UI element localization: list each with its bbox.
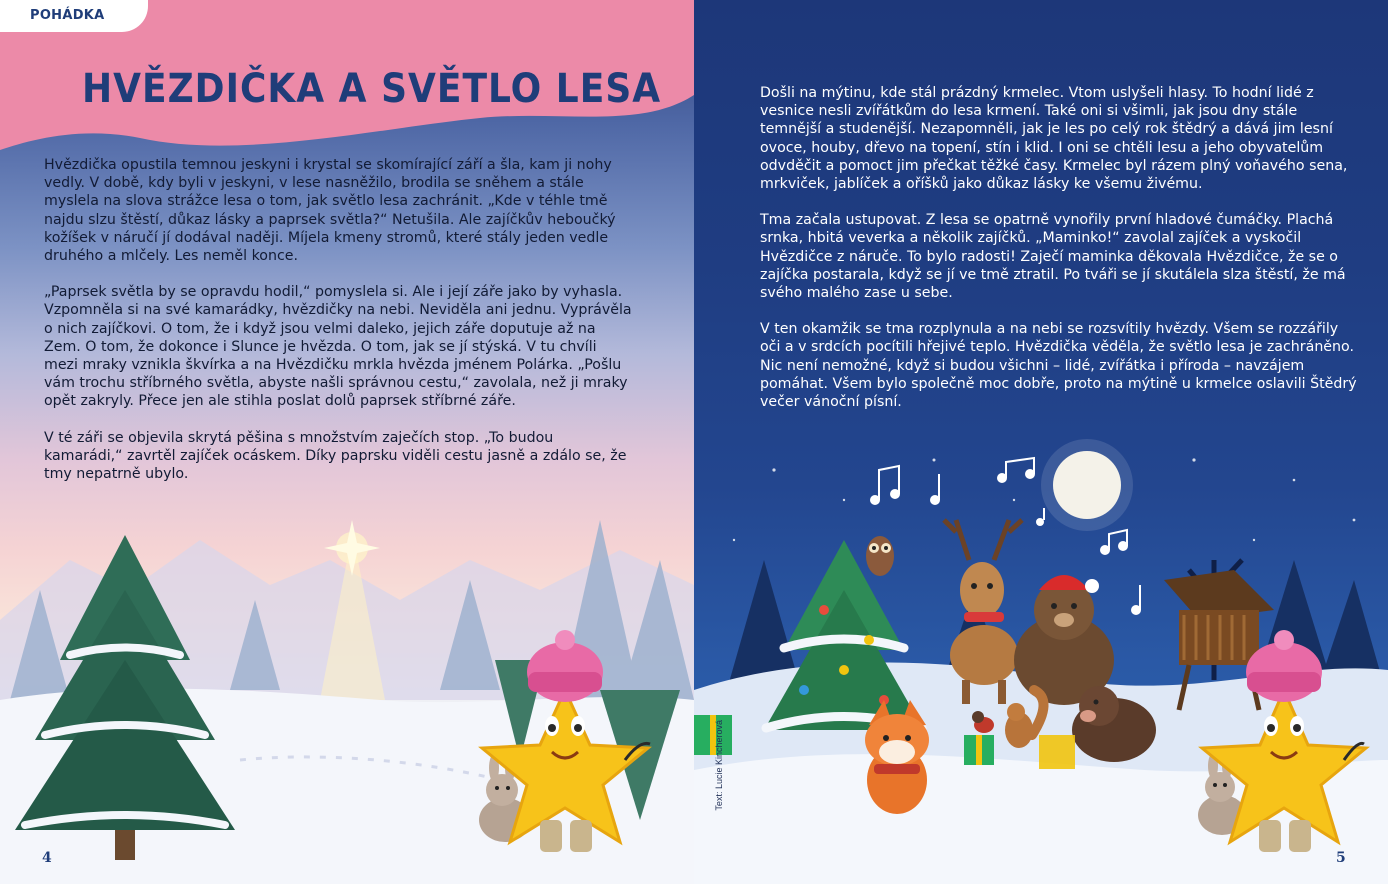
story-title: HVĚZDIČKA A SVĚTLO LESA	[82, 66, 662, 112]
christmas-tree-icon	[764, 540, 924, 730]
paragraph: Tma začala ustupovat. Z lesa se opatrně vynořily první hladové čumáčky. Plachá srnka, hbitá veverka a několik zajíčků. „Maminko!“ zavolal zajíček a vyskočil Hvězdičce z náruče. To bylo radosti! Zaječí maminka děkovala Hvězdičce, že se o zajíčka postarala, když se jí ve tmě ztratil. Po tváři se jí skutálela slza štěstí, že má svého malého zase u sebe.	[760, 212, 1346, 302]
page-number-right: 5	[1336, 850, 1346, 866]
page-number-left: 4	[42, 850, 52, 866]
paragraph: „Paprsek světla by se opravdu hodil,“ pomyslela si. Ale i její záře jako by vyhasla. Vzpomněla si na své kamarádky, hvězdičky na nebi. Neviděla ani jednu. Vyprávěla o nich zajíčkovi. O tom, že i když jsou velmi daleko, jejich záře doputuje až na Zem. O tom, že dokonce i Slunce je hvězda. O tom, jak se jí stýská. V tu chvíli mezi mraky vznikla škvírka a na Hvězdičku mrkla hvězda jménem Polárka. „Pošlu vám trochu stříbrného světla, abyste našli správnou cestu,“ zavolala, než ji mraky opět zakryly. Přece jen ale stihla poslat dolů paprsek stříbrné záře.	[44, 284, 632, 410]
owl-icon	[866, 536, 894, 576]
paragraph: Hvězdička opustila temnou jeskyni i krystal se skomírající září a šla, kam ji nohy vedly. V době, kdy byli v jeskyni, v lese nasněžilo, brodila se sněhem a stále myslela na slova strážce lesa o tom, jak světlo lesa zachránit. „Kde v téhle tmě najdu slzu štěstí, důkaz lásky a paprsek světla?“ Netušila. Ale zajíčkův heboučký kožíšek v náručí jí dodával naději. Míjela kmeny stromů, které stály jeden vedle druhého a mlčely. Les neměl konce.	[44, 157, 616, 265]
paragraph: Došli na mýtinu, kde stál prázdný krmelec. Vtom uslyšeli hlasy. To hodní lidé z vesnice nesli zvířátkům do lesa krmení. Také oni si všimli, jak jsou dny stále temnější a studenější. Nezapomněli, jak je les po celý rok štědrý a dává jim lesní ovoce, houby, dřevo na topení, stín i klid. I oni se chtěli lesu a jeho obyvatelům odvděčit a pomoct jim přečkat těžké časy. Krmelec byl rázem plný voňavého sena, mrkviček, jablíček a oříšků jako důkaz lásky ke všemu živému.	[760, 85, 1348, 193]
section-label: POHÁDKA	[30, 8, 105, 23]
right-page	[694, 0, 1388, 884]
right-story-text	[760, 84, 1360, 429]
paragraph: V té záři se objevila skrytá pěšina s množstvím zaječích stop. „To budou kamarádi,“ zavrtěl zajíček ocáskem. Díky paprsku viděli cestu jasně a zdálo se, že tmy nepatrně ubylo.	[44, 429, 627, 483]
text-credit: Text: Lucie Kincherová	[714, 720, 724, 811]
left-story-text	[44, 156, 634, 501]
moon-icon	[1041, 439, 1133, 531]
paragraph: V ten okamžik se tma rozplynula a na nebi se rozsvítily hvězdy. Všem se rozzářily oči a v srdcích pocítili hřejivé teplo. Hvězdička věděla, že světlo lesa je zachráněno. Nic není nemožné, když si budou všichni – lidé, zvířátka i příroda – navzájem pomáhat. Všem bylo společně moc dobře, proto na mýtině u krmelce oslavili Štědrý večer vánoční písní.	[760, 321, 1357, 411]
section-tab	[0, 0, 148, 32]
fox-icon	[865, 700, 929, 814]
bear-icon	[1014, 575, 1114, 705]
